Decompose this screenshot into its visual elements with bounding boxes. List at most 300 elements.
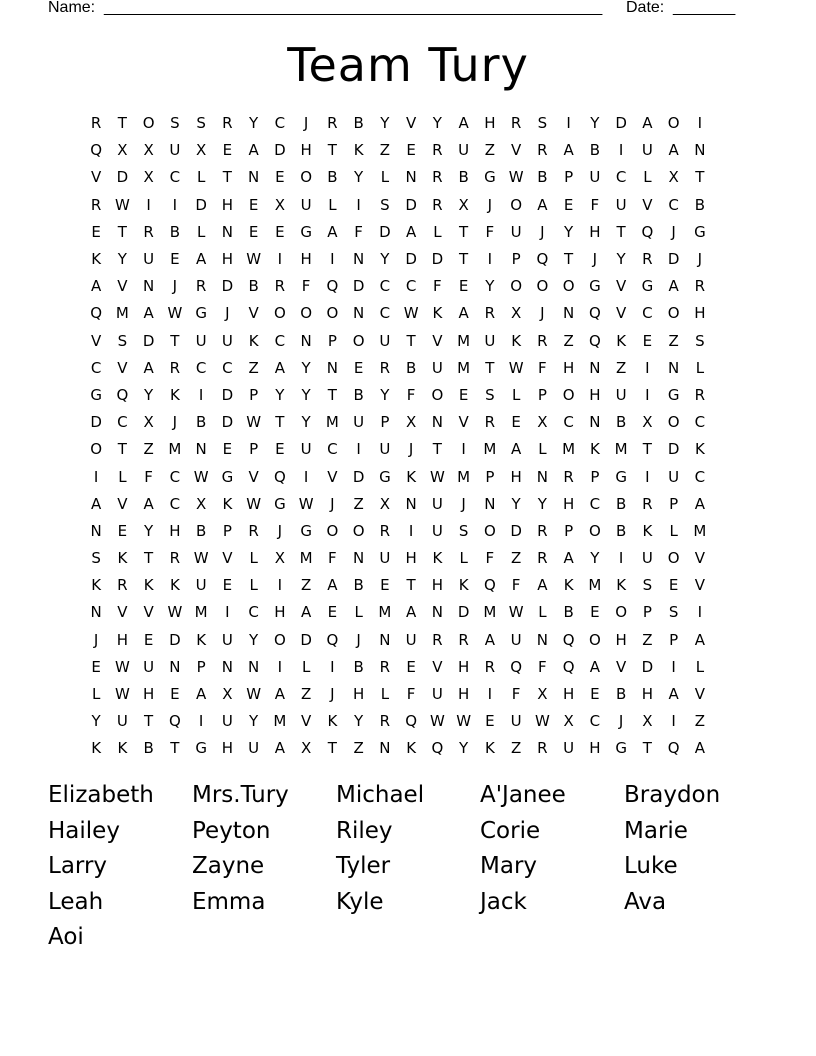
grid-letter[interactable]: E bbox=[91, 222, 101, 241]
grid-letter[interactable]: W bbox=[508, 603, 524, 622]
grid-letter[interactable]: X bbox=[300, 739, 312, 758]
grid-letter[interactable]: T bbox=[170, 331, 180, 350]
grid-letter[interactable]: A bbox=[195, 685, 207, 704]
grid-letter[interactable]: T bbox=[170, 739, 180, 758]
grid-letter[interactable]: N bbox=[353, 549, 365, 568]
grid-letter[interactable]: D bbox=[90, 413, 102, 432]
grid-letter[interactable]: T bbox=[406, 331, 416, 350]
grid-letter[interactable]: K bbox=[642, 521, 653, 540]
grid-letter[interactable]: Y bbox=[590, 114, 600, 133]
grid-letter[interactable]: H bbox=[221, 195, 234, 214]
grid-letter[interactable]: H bbox=[641, 685, 654, 704]
grid-letter[interactable]: B bbox=[195, 413, 207, 432]
grid-letter[interactable]: L bbox=[538, 440, 547, 459]
grid-letter[interactable]: H bbox=[589, 222, 601, 241]
grid-letter[interactable]: K bbox=[432, 304, 443, 323]
grid-letter[interactable]: Y bbox=[301, 385, 311, 404]
grid-letter[interactable]: J bbox=[225, 304, 230, 323]
grid-letter[interactable]: Y bbox=[380, 250, 390, 269]
grid-letter[interactable]: L bbox=[380, 168, 390, 187]
grid-letter[interactable]: V bbox=[432, 331, 443, 350]
grid-letter[interactable]: U bbox=[221, 712, 233, 731]
grid-letter[interactable]: R bbox=[117, 576, 128, 595]
grid-letter[interactable]: I bbox=[303, 467, 309, 486]
grid-letter[interactable]: Q bbox=[405, 712, 418, 731]
grid-letter[interactable]: K bbox=[511, 331, 522, 350]
grid-letter[interactable]: P bbox=[564, 168, 574, 187]
grid-letter[interactable]: F bbox=[511, 576, 521, 595]
grid-letter[interactable]: T bbox=[117, 114, 127, 133]
grid-letter[interactable]: N bbox=[248, 657, 260, 676]
grid-letter[interactable]: G bbox=[300, 521, 312, 540]
grid-letter[interactable]: U bbox=[379, 549, 391, 568]
grid-letter[interactable]: S bbox=[537, 114, 548, 133]
grid-letter[interactable]: O bbox=[588, 630, 601, 649]
grid-letter[interactable]: R bbox=[537, 739, 548, 758]
grid-letter[interactable]: U bbox=[615, 385, 627, 404]
grid-letter[interactable]: U bbox=[431, 685, 443, 704]
grid-letter[interactable]: Y bbox=[354, 168, 364, 187]
grid-letter[interactable]: K bbox=[169, 385, 180, 404]
grid-letter[interactable]: A bbox=[668, 685, 679, 704]
grid-letter[interactable]: J bbox=[356, 630, 361, 649]
grid-letter[interactable]: E bbox=[458, 277, 469, 296]
grid-letter[interactable]: R bbox=[642, 250, 653, 269]
grid-letter[interactable]: U bbox=[195, 331, 207, 350]
grid-letter[interactable]: M bbox=[693, 521, 707, 540]
grid-letter[interactable]: J bbox=[408, 440, 414, 459]
grid-letter[interactable]: P bbox=[669, 494, 679, 513]
grid-letter[interactable]: Z bbox=[484, 141, 496, 160]
grid-letter[interactable]: Y bbox=[144, 385, 154, 404]
grid-letter[interactable]: B bbox=[694, 195, 706, 214]
grid-letter[interactable]: E bbox=[222, 576, 233, 595]
grid-letter[interactable]: X bbox=[510, 304, 522, 323]
grid-letter[interactable]: H bbox=[116, 630, 129, 649]
grid-letter[interactable]: R bbox=[379, 358, 391, 377]
grid-letter[interactable]: O bbox=[90, 440, 103, 459]
grid-letter[interactable]: R bbox=[537, 549, 548, 568]
grid-letter[interactable]: H bbox=[274, 603, 286, 622]
grid-letter[interactable]: F bbox=[485, 549, 495, 568]
grid-letter[interactable]: E bbox=[117, 521, 128, 540]
grid-letter[interactable]: B bbox=[615, 685, 627, 704]
grid-letter[interactable]: B bbox=[248, 277, 259, 296]
grid-letter[interactable]: G bbox=[300, 222, 312, 241]
grid-letter[interactable]: A bbox=[195, 250, 207, 269]
grid-letter[interactable]: M bbox=[115, 304, 129, 323]
grid-letter[interactable]: I bbox=[172, 195, 178, 214]
grid-letter[interactable]: S bbox=[380, 195, 390, 214]
grid-letter[interactable]: V bbox=[642, 195, 653, 214]
grid-letter[interactable]: P bbox=[537, 385, 547, 404]
grid-letter[interactable]: A bbox=[143, 304, 154, 323]
grid-letter[interactable]: C bbox=[379, 304, 391, 323]
grid-letter[interactable]: K bbox=[432, 549, 443, 568]
grid-letter[interactable]: B bbox=[615, 494, 627, 513]
grid-letter[interactable]: N bbox=[195, 440, 207, 459]
grid-letter[interactable]: F bbox=[301, 277, 311, 296]
grid-letter[interactable]: M bbox=[457, 358, 471, 377]
grid-letter[interactable]: D bbox=[379, 222, 391, 241]
grid-letter[interactable]: J bbox=[671, 222, 676, 241]
grid-letter[interactable]: Y bbox=[144, 521, 154, 540]
grid-letter[interactable]: T bbox=[327, 385, 337, 404]
grid-letter[interactable]: H bbox=[562, 358, 575, 377]
grid-letter[interactable]: H bbox=[431, 576, 444, 595]
grid-letter[interactable]: K bbox=[91, 576, 102, 595]
grid-letter[interactable]: C bbox=[169, 467, 181, 486]
grid-letter[interactable]: A bbox=[327, 576, 338, 595]
grid-letter[interactable]: U bbox=[615, 195, 627, 214]
grid-letter[interactable]: K bbox=[353, 141, 364, 160]
grid-letter[interactable]: R bbox=[537, 331, 548, 350]
grid-letter[interactable]: Y bbox=[380, 114, 390, 133]
grid-letter[interactable]: E bbox=[222, 440, 233, 459]
grid-letter[interactable]: O bbox=[588, 521, 601, 540]
grid-letter[interactable]: U bbox=[379, 440, 391, 459]
grid-letter[interactable]: X bbox=[274, 195, 286, 214]
grid-letter[interactable]: W bbox=[193, 467, 209, 486]
grid-letter[interactable]: Y bbox=[249, 712, 259, 731]
grid-letter[interactable]: T bbox=[144, 549, 154, 568]
grid-letter[interactable]: H bbox=[300, 250, 312, 269]
grid-letter[interactable]: Q bbox=[588, 304, 601, 323]
grid-letter[interactable]: T bbox=[459, 250, 469, 269]
grid-letter[interactable]: M bbox=[483, 440, 497, 459]
grid-letter[interactable]: D bbox=[274, 141, 286, 160]
grid-letter[interactable]: F bbox=[538, 657, 547, 676]
grid-letter[interactable]: A bbox=[537, 576, 548, 595]
grid-letter[interactable]: R bbox=[143, 222, 154, 241]
grid-letter[interactable]: C bbox=[327, 440, 338, 459]
grid-letter[interactable]: I bbox=[645, 385, 650, 404]
grid-letter[interactable]: R bbox=[642, 494, 653, 513]
grid-letter[interactable]: T bbox=[564, 250, 574, 269]
grid-letter[interactable]: U bbox=[510, 712, 522, 731]
grid-letter[interactable]: Z bbox=[510, 739, 522, 758]
grid-letter[interactable]: A bbox=[143, 358, 154, 377]
grid-letter[interactable]: D bbox=[352, 277, 365, 296]
grid-letter[interactable]: R bbox=[379, 657, 391, 676]
grid-letter[interactable]: O bbox=[142, 114, 155, 133]
grid-letter[interactable]: Z bbox=[353, 494, 364, 513]
grid-letter[interactable]: A bbox=[90, 494, 102, 513]
grid-letter[interactable]: L bbox=[196, 222, 206, 241]
grid-letter[interactable]: I bbox=[330, 657, 335, 676]
grid-letter[interactable]: I bbox=[487, 250, 493, 269]
grid-letter[interactable]: C bbox=[589, 712, 601, 731]
grid-letter[interactable]: H bbox=[221, 250, 234, 269]
grid-letter[interactable]: V bbox=[694, 685, 705, 704]
grid-letter[interactable]: L bbox=[695, 657, 705, 676]
grid-letter[interactable]: O bbox=[300, 168, 313, 187]
grid-letter[interactable]: W bbox=[508, 168, 524, 187]
grid-letter[interactable]: Q bbox=[90, 141, 103, 160]
grid-letter[interactable]: S bbox=[668, 603, 679, 622]
grid-letter[interactable]: C bbox=[694, 467, 706, 486]
grid-letter[interactable]: Z bbox=[642, 630, 653, 649]
grid-letter[interactable]: T bbox=[485, 358, 495, 377]
grid-letter[interactable]: D bbox=[116, 168, 129, 187]
grid-letter[interactable]: B bbox=[327, 168, 338, 187]
grid-letter[interactable]: P bbox=[642, 603, 652, 622]
grid-letter[interactable]: A bbox=[327, 222, 338, 241]
grid-letter[interactable]: U bbox=[668, 467, 680, 486]
grid-letter[interactable]: E bbox=[327, 603, 338, 622]
grid-letter[interactable]: O bbox=[667, 304, 680, 323]
grid-letter[interactable]: R bbox=[484, 657, 496, 676]
grid-letter[interactable]: N bbox=[169, 657, 181, 676]
grid-letter[interactable]: R bbox=[563, 467, 574, 486]
grid-letter[interactable]: J bbox=[172, 277, 178, 296]
grid-letter[interactable]: S bbox=[117, 331, 128, 350]
grid-letter[interactable]: D bbox=[195, 195, 207, 214]
grid-letter[interactable]: V bbox=[327, 467, 338, 486]
grid-letter[interactable]: C bbox=[563, 413, 574, 432]
grid-letter[interactable]: K bbox=[196, 630, 207, 649]
grid-letter[interactable]: U bbox=[116, 712, 128, 731]
grid-letter[interactable]: L bbox=[118, 467, 127, 486]
grid-letter[interactable]: E bbox=[248, 222, 259, 241]
grid-letter[interactable]: V bbox=[117, 358, 128, 377]
grid-letter[interactable]: Q bbox=[510, 657, 523, 676]
grid-letter[interactable]: I bbox=[645, 467, 650, 486]
grid-letter[interactable]: F bbox=[406, 385, 416, 404]
grid-letter[interactable]: X bbox=[274, 549, 286, 568]
grid-letter[interactable]: A bbox=[274, 685, 285, 704]
grid-letter[interactable]: N bbox=[379, 630, 391, 649]
grid-letter[interactable]: R bbox=[432, 195, 443, 214]
grid-letter[interactable]: P bbox=[222, 521, 232, 540]
grid-letter[interactable]: E bbox=[248, 195, 259, 214]
grid-letter[interactable]: H bbox=[615, 630, 627, 649]
grid-letter[interactable]: Y bbox=[380, 385, 390, 404]
grid-letter[interactable]: J bbox=[93, 630, 99, 649]
grid-letter[interactable]: D bbox=[667, 440, 680, 459]
grid-letter[interactable]: H bbox=[169, 521, 181, 540]
grid-letter[interactable]: U bbox=[431, 521, 443, 540]
grid-letter[interactable]: H bbox=[300, 141, 312, 160]
grid-letter[interactable]: P bbox=[380, 413, 390, 432]
grid-letter[interactable]: C bbox=[668, 195, 679, 214]
grid-letter[interactable]: I bbox=[93, 467, 99, 486]
grid-letter[interactable]: A bbox=[143, 494, 154, 513]
grid-letter[interactable]: M bbox=[614, 440, 628, 459]
grid-letter[interactable]: L bbox=[433, 222, 442, 241]
grid-letter[interactable]: A bbox=[668, 277, 679, 296]
grid-letter[interactable]: D bbox=[405, 195, 417, 214]
grid-letter[interactable]: U bbox=[563, 739, 575, 758]
grid-letter[interactable]: A bbox=[274, 358, 285, 377]
grid-letter[interactable]: M bbox=[325, 413, 339, 432]
grid-letter[interactable]: T bbox=[642, 739, 652, 758]
grid-letter[interactable]: X bbox=[642, 712, 653, 731]
grid-letter[interactable]: F bbox=[538, 358, 547, 377]
grid-letter[interactable]: I bbox=[566, 114, 571, 133]
grid-letter[interactable]: B bbox=[353, 576, 364, 595]
grid-letter[interactable]: N bbox=[536, 630, 548, 649]
grid-letter[interactable]: K bbox=[248, 331, 259, 350]
grid-letter[interactable]: L bbox=[669, 521, 678, 540]
grid-letter[interactable]: R bbox=[432, 141, 443, 160]
grid-letter[interactable]: O bbox=[667, 114, 680, 133]
grid-letter[interactable]: B bbox=[353, 385, 364, 404]
grid-letter[interactable]: R bbox=[537, 521, 548, 540]
grid-letter[interactable]: B bbox=[353, 114, 364, 133]
grid-letter[interactable]: C bbox=[195, 358, 207, 377]
grid-letter[interactable]: T bbox=[275, 413, 285, 432]
grid-letter[interactable]: L bbox=[511, 385, 521, 404]
grid-letter[interactable]: Z bbox=[615, 358, 627, 377]
grid-letter[interactable]: A bbox=[458, 114, 469, 133]
grid-letter[interactable]: R bbox=[432, 630, 443, 649]
grid-letter[interactable]: V bbox=[510, 141, 522, 160]
grid-letter[interactable]: Z bbox=[379, 141, 391, 160]
grid-letter[interactable]: R bbox=[169, 358, 181, 377]
grid-letter[interactable]: J bbox=[618, 712, 624, 731]
grid-letter[interactable]: W bbox=[246, 494, 262, 513]
grid-letter[interactable]: A bbox=[274, 739, 285, 758]
grid-letter[interactable]: E bbox=[668, 576, 679, 595]
grid-letter[interactable]: U bbox=[248, 739, 260, 758]
grid-letter[interactable]: Y bbox=[117, 250, 127, 269]
grid-letter[interactable]: K bbox=[143, 576, 154, 595]
grid-letter[interactable]: N bbox=[563, 304, 575, 323]
grid-letter[interactable]: L bbox=[249, 549, 258, 568]
grid-letter[interactable]: H bbox=[510, 467, 522, 486]
grid-letter[interactable]: W bbox=[429, 712, 445, 731]
grid-letter[interactable]: Q bbox=[562, 630, 575, 649]
grid-letter[interactable]: C bbox=[90, 358, 102, 377]
grid-letter[interactable]: N bbox=[431, 603, 443, 622]
grid-letter[interactable]: I bbox=[198, 712, 204, 731]
grid-letter[interactable]: H bbox=[457, 685, 470, 704]
grid-letter[interactable]: Q bbox=[168, 712, 181, 731]
grid-letter[interactable]: E bbox=[222, 141, 233, 160]
grid-letter[interactable]: H bbox=[405, 549, 417, 568]
grid-letter[interactable]: Y bbox=[275, 385, 285, 404]
grid-letter[interactable]: W bbox=[167, 304, 183, 323]
grid-letter[interactable]: D bbox=[221, 413, 234, 432]
grid-letter[interactable]: V bbox=[117, 277, 128, 296]
grid-letter[interactable]: B bbox=[537, 168, 548, 187]
grid-letter[interactable]: Y bbox=[537, 494, 547, 513]
grid-letter[interactable]: V bbox=[117, 603, 128, 622]
grid-letter[interactable]: V bbox=[90, 168, 102, 187]
grid-letter[interactable]: D bbox=[431, 250, 444, 269]
grid-letter[interactable]: Q bbox=[536, 250, 549, 269]
grid-letter[interactable]: T bbox=[117, 440, 127, 459]
grid-letter[interactable]: F bbox=[406, 685, 416, 704]
grid-letter[interactable]: B bbox=[143, 739, 154, 758]
grid-letter[interactable]: D bbox=[300, 630, 312, 649]
grid-letter[interactable]: O bbox=[510, 195, 523, 214]
grid-letter[interactable]: K bbox=[616, 331, 627, 350]
grid-letter[interactable]: Z bbox=[300, 576, 312, 595]
grid-letter[interactable]: A bbox=[405, 603, 417, 622]
grid-letter[interactable]: Q bbox=[667, 739, 680, 758]
grid-letter[interactable]: N bbox=[353, 250, 365, 269]
grid-letter[interactable]: V bbox=[222, 549, 233, 568]
grid-letter[interactable]: U bbox=[300, 440, 312, 459]
grid-letter[interactable]: T bbox=[222, 168, 232, 187]
grid-letter[interactable]: Q bbox=[483, 576, 496, 595]
grid-letter[interactable]: N bbox=[379, 739, 391, 758]
grid-letter[interactable]: M bbox=[194, 603, 208, 622]
grid-letter[interactable]: I bbox=[461, 440, 466, 459]
grid-letter[interactable]: H bbox=[589, 739, 601, 758]
grid-letter[interactable]: J bbox=[277, 521, 283, 540]
grid-letter[interactable]: H bbox=[562, 685, 575, 704]
grid-letter[interactable]: G bbox=[589, 277, 601, 296]
grid-letter[interactable]: E bbox=[353, 358, 364, 377]
grid-letter[interactable]: O bbox=[667, 549, 680, 568]
grid-letter[interactable]: G bbox=[484, 168, 496, 187]
grid-letter[interactable]: N bbox=[248, 168, 260, 187]
grid-letter[interactable]: R bbox=[222, 114, 233, 133]
grid-letter[interactable]: X bbox=[537, 413, 548, 432]
grid-letter[interactable]: D bbox=[169, 630, 181, 649]
grid-letter[interactable]: S bbox=[196, 114, 206, 133]
grid-letter[interactable]: K bbox=[563, 576, 574, 595]
grid-letter[interactable]: Y bbox=[432, 114, 442, 133]
grid-letter[interactable]: A bbox=[694, 739, 705, 758]
grid-letter[interactable]: B bbox=[589, 141, 601, 160]
grid-letter[interactable]: H bbox=[562, 494, 575, 513]
grid-letter[interactable]: C bbox=[615, 168, 627, 187]
grid-letter[interactable]: D bbox=[615, 114, 627, 133]
grid-letter[interactable]: R bbox=[90, 195, 102, 214]
grid-letter[interactable]: V bbox=[458, 413, 469, 432]
grid-letter[interactable]: N bbox=[589, 413, 601, 432]
grid-letter[interactable]: O bbox=[667, 413, 680, 432]
grid-letter[interactable]: J bbox=[303, 114, 309, 133]
grid-letter[interactable]: M bbox=[483, 603, 497, 622]
grid-letter[interactable]: K bbox=[406, 467, 417, 486]
grid-letter[interactable]: H bbox=[221, 739, 234, 758]
grid-letter[interactable]: E bbox=[91, 657, 101, 676]
grid-letter[interactable]: M bbox=[457, 467, 471, 486]
grid-letter[interactable]: M bbox=[273, 712, 287, 731]
grid-letter[interactable]: C bbox=[169, 168, 181, 187]
grid-letter[interactable]: O bbox=[326, 521, 339, 540]
grid-letter[interactable]: K bbox=[91, 250, 102, 269]
grid-letter[interactable]: V bbox=[615, 304, 627, 323]
grid-letter[interactable]: S bbox=[485, 385, 495, 404]
grid-letter[interactable]: X bbox=[117, 141, 128, 160]
grid-letter[interactable]: F bbox=[590, 195, 600, 214]
grid-letter[interactable]: R bbox=[195, 277, 207, 296]
grid-letter[interactable]: Y bbox=[249, 114, 259, 133]
grid-letter[interactable]: G bbox=[667, 385, 680, 404]
grid-letter[interactable]: U bbox=[221, 331, 233, 350]
grid-letter[interactable]: Q bbox=[326, 630, 339, 649]
grid-letter[interactable]: P bbox=[590, 467, 600, 486]
grid-letter[interactable]: K bbox=[406, 739, 417, 758]
grid-letter[interactable]: A bbox=[405, 222, 417, 241]
grid-letter[interactable]: B bbox=[615, 521, 627, 540]
grid-letter[interactable]: G bbox=[90, 385, 102, 404]
grid-letter[interactable]: T bbox=[327, 739, 337, 758]
grid-letter[interactable]: T bbox=[117, 222, 127, 241]
grid-letter[interactable]: K bbox=[458, 576, 469, 595]
grid-letter[interactable]: V bbox=[694, 576, 705, 595]
grid-letter[interactable]: Z bbox=[300, 685, 312, 704]
grid-letter[interactable]: V bbox=[694, 549, 705, 568]
grid-letter[interactable]: D bbox=[667, 250, 680, 269]
grid-letter[interactable]: A bbox=[484, 630, 495, 649]
